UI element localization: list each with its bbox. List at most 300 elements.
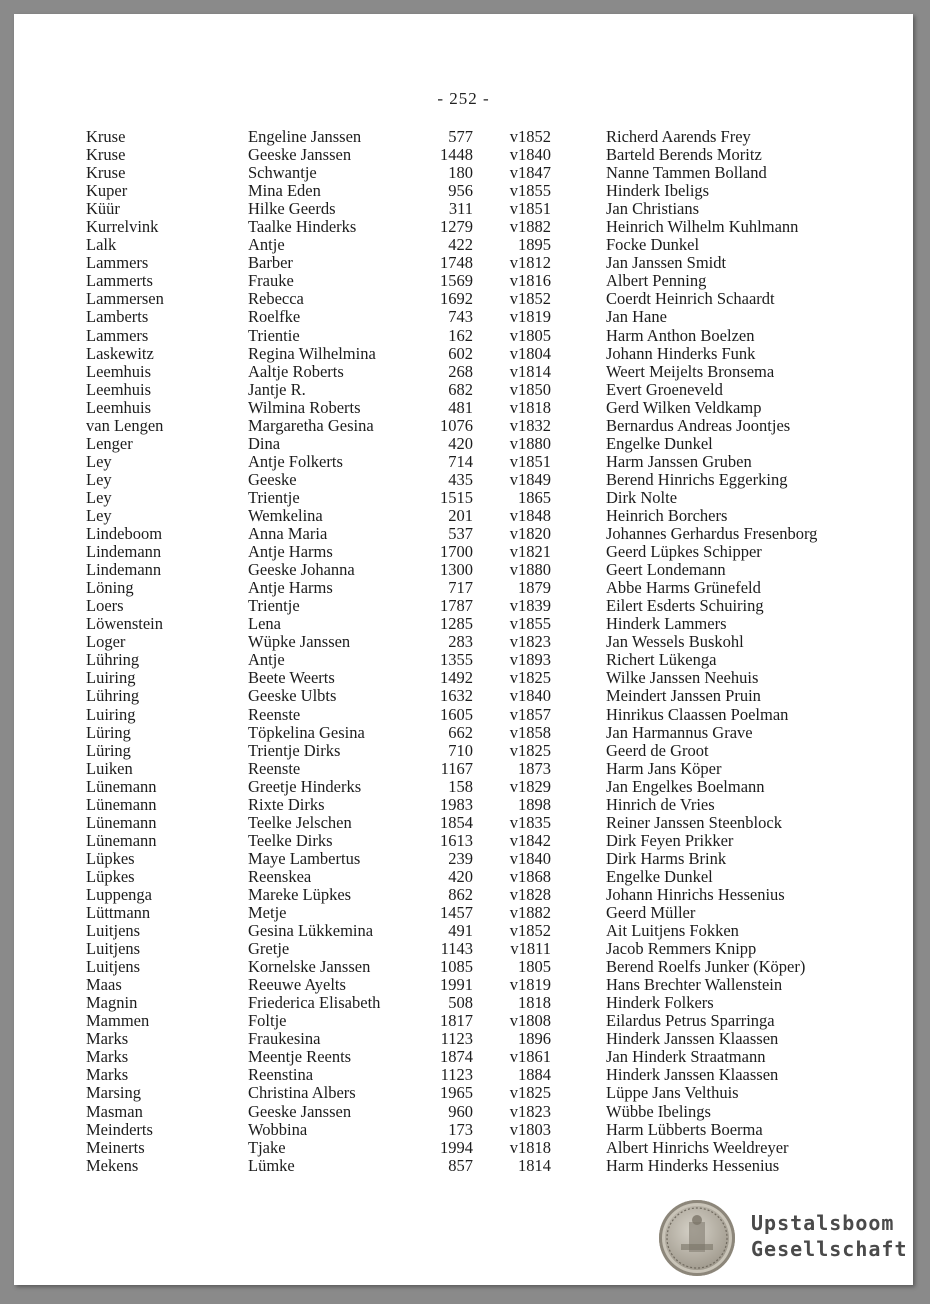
- record-number: 180: [448, 163, 473, 183]
- given-name: Reenste: [248, 758, 301, 778]
- surname: Marks: [86, 1047, 129, 1067]
- record-number: 491: [448, 921, 473, 941]
- spouse-name: Hinderk Janssen Klaassen: [606, 1065, 779, 1085]
- surname: Ley: [86, 469, 112, 489]
- table-row: [14, 345, 913, 363]
- spouse-name: Reiner Janssen Steenblock: [606, 812, 782, 832]
- given-name: Wobbina: [248, 1119, 308, 1139]
- surname: Löning: [86, 578, 134, 598]
- year: v1829: [509, 776, 551, 796]
- table-row: [14, 254, 913, 272]
- year: v1820: [509, 524, 551, 544]
- spouse-name: Hinderk Janssen Klaassen: [606, 1029, 779, 1049]
- table-row: [14, 308, 913, 326]
- table-row: [14, 868, 913, 886]
- spouse-name: Dirk Feyen Prikker: [606, 830, 734, 850]
- surname: Luiring: [86, 704, 136, 724]
- given-name: Jantje R.: [248, 379, 306, 399]
- year: v1819: [509, 975, 551, 995]
- given-name: Geeske Janssen: [248, 1101, 352, 1121]
- year: v1868: [509, 866, 551, 886]
- table-row: [14, 904, 913, 922]
- given-name: Aaltje Roberts: [248, 361, 344, 381]
- record-number: 1569: [440, 271, 473, 291]
- table-row: [14, 1066, 913, 1084]
- table-row: [14, 615, 913, 633]
- given-name: Geeske Janssen: [248, 145, 352, 165]
- given-name: Gretje: [248, 939, 290, 959]
- spouse-name: Abbe Harms Grünefeld: [606, 578, 761, 598]
- record-number: 1123: [440, 1065, 473, 1085]
- year: v1821: [509, 542, 551, 562]
- record-number: 201: [448, 505, 473, 525]
- spouse-name: Richerd Aarends Frey: [606, 127, 751, 146]
- spouse-name: Jan Hane: [606, 307, 667, 327]
- table-row: [14, 290, 913, 308]
- year: 1805: [518, 957, 551, 977]
- table-row: [14, 796, 913, 814]
- given-name: Maye Lambertus: [248, 848, 361, 868]
- year: v1880: [509, 433, 551, 453]
- spouse-name: Jan Wessels Buskohl: [606, 632, 744, 652]
- record-number: 710: [448, 740, 473, 760]
- surname: Lüpkes: [86, 866, 135, 886]
- given-name: Antje Harms: [248, 578, 333, 598]
- year: v1849: [509, 469, 551, 489]
- spouse-name: Wübbe Ibelings: [606, 1101, 711, 1121]
- surname: Lindeboom: [86, 524, 163, 544]
- spouse-name: Geerd de Groot: [606, 740, 709, 760]
- surname: Magnin: [86, 993, 138, 1013]
- spouse-name: Harm Janssen Gruben: [606, 451, 752, 471]
- record-number: 435: [448, 469, 473, 489]
- given-name: Lena: [248, 614, 281, 634]
- record-number: 743: [448, 307, 473, 327]
- year: v1832: [509, 415, 551, 435]
- spouse-name: Jan Christians: [606, 199, 700, 219]
- given-name: Mareke Lüpkes: [248, 884, 352, 904]
- table-row: [14, 1157, 913, 1175]
- given-name: Meentje Reents: [248, 1047, 352, 1067]
- spouse-name: Engelke Dunkel: [606, 433, 713, 453]
- table-row: [14, 236, 913, 254]
- record-number: 268: [448, 361, 473, 381]
- given-name: Töpkelina Gesina: [248, 722, 365, 742]
- spouse-name: Meindert Janssen Pruin: [606, 686, 761, 706]
- spouse-name: Focke Dunkel: [606, 235, 700, 255]
- surname: Kruse: [86, 145, 126, 165]
- record-number: 1613: [440, 830, 473, 850]
- given-name: Anna Maria: [248, 524, 328, 544]
- spouse-name: Ait Luitjens Fokken: [606, 921, 739, 941]
- record-number: 1285: [440, 614, 473, 634]
- record-number: 1817: [440, 1011, 473, 1031]
- given-name: Antje: [248, 650, 285, 670]
- table-row: [14, 651, 913, 669]
- given-name: Antje Harms: [248, 542, 333, 562]
- spouse-name: Johann Hinderks Funk: [606, 343, 756, 363]
- given-name: Beete Weerts: [248, 668, 335, 688]
- surname: Loger: [86, 632, 126, 652]
- record-number: 508: [448, 993, 473, 1013]
- record-number: 682: [448, 379, 473, 399]
- record-number: 420: [448, 433, 473, 453]
- spouse-name: Jacob Remmers Knipp: [606, 939, 757, 959]
- given-name: Greetje Hinderks: [248, 776, 362, 796]
- table-row: [14, 1048, 913, 1066]
- document-page: [14, 14, 913, 1285]
- spouse-name: Barteld Berends Moritz: [606, 145, 762, 165]
- spouse-name: Jan Engelkes Boelmann: [606, 776, 765, 796]
- spouse-name: Hinderk Lammers: [606, 614, 727, 634]
- record-number: 1700: [440, 542, 473, 562]
- year: v1805: [509, 325, 551, 345]
- year: v1825: [509, 740, 551, 760]
- table-row: [14, 633, 913, 651]
- surname: Kuper: [86, 181, 128, 201]
- surname: Luiring: [86, 668, 136, 688]
- year: v1825: [509, 668, 551, 688]
- record-number: 420: [448, 866, 473, 886]
- table-row: [14, 922, 913, 940]
- record-number: 1355: [440, 650, 473, 670]
- year: v1840: [509, 145, 551, 165]
- surname: Lünemann: [86, 812, 157, 832]
- year: v1818: [509, 1137, 551, 1157]
- surname: Kruse: [86, 163, 126, 183]
- record-number: 717: [448, 578, 473, 598]
- record-number: 1991: [440, 975, 473, 995]
- spouse-name: Heinrich Wilhelm Kuhlmann: [606, 217, 799, 237]
- given-name: Foltje: [248, 1011, 287, 1031]
- table-row: [14, 381, 913, 399]
- year: 1818: [518, 993, 551, 1013]
- record-number: 1279: [440, 217, 473, 237]
- table-row: [14, 850, 913, 868]
- year: 1879: [518, 578, 551, 598]
- spouse-name: Hinderk Folkers: [606, 993, 714, 1013]
- spouse-name: Hinderk Ibeligs: [606, 181, 710, 201]
- table-row: [14, 814, 913, 832]
- year: v1803: [509, 1119, 551, 1139]
- table-row: [14, 1121, 913, 1139]
- given-name: Wüpke Janssen: [248, 632, 351, 652]
- table-row: [14, 471, 913, 489]
- year: 1814: [518, 1155, 551, 1175]
- year: 1884: [518, 1065, 551, 1085]
- spouse-name: Hans Brechter Wallenstein: [606, 975, 783, 995]
- table-row: [14, 363, 913, 381]
- table-row: [14, 706, 913, 724]
- given-name: Dina: [248, 433, 281, 453]
- surname: Lünemann: [86, 776, 157, 796]
- year: v1852: [509, 127, 551, 146]
- table-row: [14, 489, 913, 507]
- spouse-name: Berend Roelfs Junker (Köper): [606, 957, 806, 977]
- year: v1882: [509, 903, 551, 923]
- given-name: Antje Folkerts: [248, 451, 343, 471]
- table-row: [14, 976, 913, 994]
- spouse-name: Jan Janssen Smidt: [606, 253, 727, 273]
- table-row: [14, 760, 913, 778]
- table-row: [14, 1139, 913, 1157]
- record-number: 862: [448, 884, 473, 904]
- record-number: 1692: [440, 289, 473, 309]
- given-name: Metje: [248, 903, 287, 923]
- record-number: 1143: [440, 939, 473, 959]
- surname: Marks: [86, 1029, 129, 1049]
- given-name: Fraukesina: [248, 1029, 321, 1049]
- table-row: [14, 200, 913, 218]
- record-number: 857: [448, 1155, 473, 1175]
- given-name: Regina Wilhelmina: [248, 343, 376, 363]
- spouse-name: Eilert Esderts Schuiring: [606, 596, 764, 616]
- table-row: [14, 742, 913, 760]
- table-row: [14, 128, 913, 146]
- seal-icon: [659, 1200, 735, 1276]
- year: v1848: [509, 505, 551, 525]
- surname: Luitjens: [86, 921, 141, 941]
- record-number: 537: [448, 524, 473, 544]
- surname: Laskewitz: [86, 343, 154, 363]
- spouse-name: Geerd Müller: [606, 903, 696, 923]
- record-number: 956: [448, 181, 473, 201]
- logo-text: [751, 1210, 908, 1262]
- record-number: 1492: [440, 668, 473, 688]
- given-name: Schwantje: [248, 163, 317, 183]
- record-number: 481: [448, 397, 473, 417]
- surname: Lamberts: [86, 307, 149, 327]
- given-name: Lümke: [248, 1155, 295, 1175]
- table-row: [14, 1103, 913, 1121]
- given-name: Mina Eden: [248, 181, 321, 201]
- given-name: Wemkelina: [248, 505, 323, 525]
- surname: Mekens: [86, 1155, 139, 1175]
- surname: Lammers: [86, 253, 149, 273]
- given-name: Rixte Dirks: [248, 794, 325, 814]
- year: v1852: [509, 921, 551, 941]
- record-number: 1874: [440, 1047, 473, 1067]
- given-name: Kornelske Janssen: [248, 957, 371, 977]
- table-row: [14, 687, 913, 705]
- given-name: Reenste: [248, 704, 301, 724]
- record-number: 173: [448, 1119, 473, 1139]
- register-table: [14, 128, 913, 1175]
- spouse-name: Lüppe Jans Velthuis: [606, 1083, 739, 1103]
- record-number: 1123: [440, 1029, 473, 1049]
- surname: Lammersen: [86, 289, 164, 309]
- table-row: [14, 669, 913, 687]
- record-number: 1167: [440, 758, 473, 778]
- table-row: [14, 543, 913, 561]
- logo-line-2: Gesellschaft: [751, 1237, 908, 1261]
- year: 1896: [518, 1029, 551, 1049]
- spouse-name: Hinrich de Vries: [606, 794, 715, 814]
- spouse-name: Eilardus Petrus Sparringa: [606, 1011, 775, 1031]
- surname: Marsing: [86, 1083, 141, 1103]
- year: v1882: [509, 217, 551, 237]
- record-number: 1076: [440, 415, 473, 435]
- record-number: 1457: [440, 903, 473, 923]
- given-name: Tjake: [248, 1137, 286, 1157]
- table-row: [14, 435, 913, 453]
- record-number: 239: [448, 848, 473, 868]
- given-name: Teelke Jelschen: [248, 812, 352, 832]
- year: v1819: [509, 307, 551, 327]
- year: 1898: [518, 794, 551, 814]
- given-name: Margaretha Gesina: [248, 415, 374, 435]
- spouse-name: Dirk Nolte: [606, 487, 678, 507]
- spouse-name: Berend Hinrichs Eggerking: [606, 469, 788, 489]
- spouse-name: Coerdt Heinrich Schaardt: [606, 289, 775, 309]
- year: v1835: [509, 812, 551, 832]
- record-number: 1605: [440, 704, 473, 724]
- given-name: Trientje: [248, 487, 300, 507]
- year: v1840: [509, 848, 551, 868]
- table-row: [14, 218, 913, 236]
- given-name: Taalke Hinderks: [248, 217, 357, 237]
- record-number: 577: [448, 127, 473, 146]
- given-name: Barber: [248, 253, 293, 273]
- surname: Maas: [86, 975, 122, 995]
- surname: Lindemann: [86, 542, 162, 562]
- year: v1857: [509, 704, 551, 724]
- year: v1852: [509, 289, 551, 309]
- surname: Kruse: [86, 127, 126, 146]
- surname: Lalk: [86, 235, 117, 255]
- spouse-name: Engelke Dunkel: [606, 866, 713, 886]
- year: v1816: [509, 271, 551, 291]
- surname: Luitjens: [86, 957, 141, 977]
- page-number: - 252 -: [437, 89, 490, 108]
- year: v1818: [509, 397, 551, 417]
- spouse-name: Geerd Lüpkes Schipper: [606, 542, 762, 562]
- surname: Leemhuis: [86, 361, 152, 381]
- surname: Ley: [86, 451, 112, 471]
- spouse-name: Gerd Wilken Veldkamp: [606, 397, 762, 417]
- surname: Leemhuis: [86, 379, 152, 399]
- surname: Luppenga: [86, 884, 152, 904]
- table-row: [14, 1012, 913, 1030]
- table-row: [14, 994, 913, 1012]
- spouse-name: Nanne Tammen Bolland: [606, 163, 767, 183]
- year: v1855: [509, 181, 551, 201]
- record-number: 158: [448, 776, 473, 796]
- year: v1842: [509, 830, 551, 850]
- spouse-name: Jan Hinderk Straatmann: [606, 1047, 766, 1067]
- surname: Loers: [86, 596, 124, 616]
- given-name: Reenstina: [248, 1065, 314, 1085]
- surname: Lüring: [86, 740, 131, 760]
- spouse-name: Hinrikus Claassen Poelman: [606, 704, 789, 724]
- record-number: 1085: [440, 957, 473, 977]
- year: 1895: [518, 235, 551, 255]
- record-number: 283: [448, 632, 473, 652]
- surname: Lühring: [86, 650, 140, 670]
- surname: Meinerts: [86, 1137, 145, 1157]
- spouse-name: Albert Penning: [606, 271, 707, 291]
- record-number: 1983: [440, 794, 473, 814]
- year: v1825: [509, 1083, 551, 1103]
- year: v1861: [509, 1047, 551, 1067]
- record-number: 1448: [440, 145, 473, 165]
- given-name: Antje: [248, 235, 285, 255]
- year: v1893: [509, 650, 551, 670]
- given-name: Gesina Lükkemina: [248, 921, 374, 941]
- given-name: Reeuwe Ayelts: [248, 975, 346, 995]
- logo-line-1: Upstalsboom: [751, 1211, 895, 1235]
- surname: Marks: [86, 1065, 129, 1085]
- record-number: 311: [448, 199, 473, 219]
- surname: Lüring: [86, 722, 131, 742]
- spouse-name: Harm Jans Köper: [606, 758, 722, 778]
- spouse-name: Wilke Janssen Neehuis: [606, 668, 759, 688]
- year: v1847: [509, 163, 551, 183]
- spouse-name: Harm Anthon Boelzen: [606, 325, 755, 345]
- given-name: Trientie: [248, 325, 300, 345]
- record-number: 1965: [440, 1083, 473, 1103]
- surname: Lammers: [86, 325, 149, 345]
- table-row: [14, 525, 913, 543]
- given-name: Roelfke: [248, 307, 301, 327]
- given-name: Geeske: [248, 469, 297, 489]
- spouse-name: Geert Londemann: [606, 560, 726, 580]
- spouse-name: Heinrich Borchers: [606, 505, 728, 525]
- spouse-name: Johannes Gerhardus Fresenborg: [606, 524, 818, 544]
- given-name: Trientje: [248, 596, 300, 616]
- table-row: [14, 561, 913, 579]
- surname: Ley: [86, 505, 112, 525]
- table-row: [14, 778, 913, 796]
- surname: Lünemann: [86, 794, 157, 814]
- table-row: [14, 417, 913, 435]
- surname: Masman: [86, 1101, 143, 1121]
- surname: Lünemann: [86, 830, 157, 850]
- spouse-name: Harm Hinderks Hessenius: [606, 1155, 780, 1175]
- surname: Luitjens: [86, 939, 141, 959]
- year: v1855: [509, 614, 551, 634]
- table-row: [14, 724, 913, 742]
- surname: Luiken: [86, 758, 133, 778]
- surname: Lüttmann: [86, 903, 151, 923]
- table-row: [14, 579, 913, 597]
- surname: Kurrelvink: [86, 217, 159, 237]
- year: v1823: [509, 632, 551, 652]
- surname: Lammerts: [86, 271, 153, 291]
- record-number: 422: [448, 235, 473, 255]
- spouse-name: Harm Lübberts Boerma: [606, 1119, 763, 1139]
- surname: Lühring: [86, 686, 140, 706]
- record-number: 662: [448, 722, 473, 742]
- upstalsboom-logo: [659, 1200, 908, 1276]
- record-number: 1854: [440, 812, 473, 832]
- spouse-name: Weert Meijelts Bronsema: [606, 361, 775, 381]
- table-row: [14, 507, 913, 525]
- surname: Löwenstein: [86, 614, 163, 634]
- year: v1823: [509, 1101, 551, 1121]
- table-row: [14, 1084, 913, 1102]
- year: v1839: [509, 596, 551, 616]
- year: 1865: [518, 487, 551, 507]
- record-number: 1787: [440, 596, 473, 616]
- record-number: 1300: [440, 560, 473, 580]
- given-name: Hilke Geerds: [248, 199, 336, 219]
- given-name: Reenskea: [248, 866, 312, 886]
- spouse-name: Albert Hinrichs Weeldreyer: [606, 1137, 789, 1157]
- year: v1858: [509, 722, 551, 742]
- given-name: Geeske Johanna: [248, 560, 355, 580]
- spouse-name: Richert Lükenga: [606, 650, 717, 670]
